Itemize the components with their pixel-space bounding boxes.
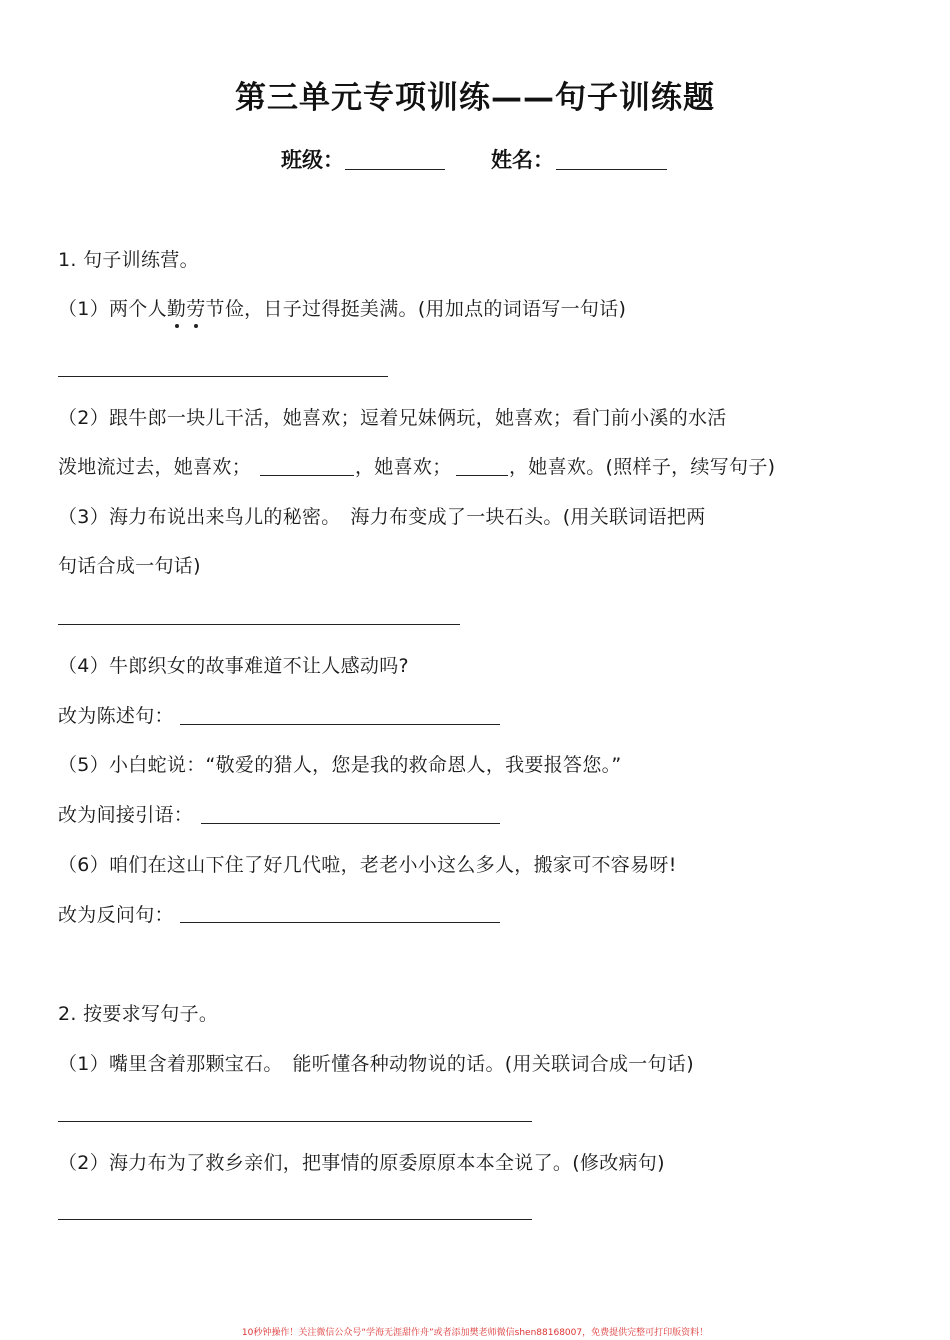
question-1-3-line1: （3）海力布说出来鸟儿的秘密。 海力布变成了一块石头。(用关联词语把两 [58, 506, 706, 528]
name-label: 姓名： [491, 148, 554, 172]
answer-label-1-6: 改为反问句： [58, 904, 174, 926]
answer-label-1-4: 改为陈述句： [58, 705, 174, 727]
class-field[interactable] [345, 169, 445, 170]
question-1-6: （6）咱们在这山下住了好几代啦，老老小小这么多人，搬家可不容易呀! [58, 854, 677, 876]
question-1-2-line2a: 泼地流过去，她喜欢； [58, 456, 252, 478]
name-field[interactable] [556, 169, 667, 170]
emphasized-char-2: 劳 [186, 294, 205, 321]
question-1-1-after: 节俭，日子过得挺美满。(用加点的词语写一句话) [205, 298, 627, 320]
question-1-2-line2b: ，她喜欢； [355, 456, 452, 478]
answer-line-1-5[interactable] [201, 823, 500, 824]
footer-note: 10秒钟操作！关注微信公众号“学海无涯甜作舟”或者添加樊老师微信shen88168007，免费提供完整可打印版资料！ [241, 1328, 709, 1338]
question-2-2: （2）海力布为了救乡亲们，把事情的原委原原本本全说了。(修改病句) [58, 1152, 665, 1174]
fill-blank-1[interactable] [260, 475, 354, 476]
question-1-2-line2c: ，她喜欢。(照样子，续写句子) [509, 456, 776, 478]
page-title: 第三单元专项训练——句子训练题 [235, 80, 715, 116]
section-2-heading: 2. 按要求写句子。 [58, 1003, 219, 1025]
question-1-1 [58, 294, 626, 321]
class-label: 班级： [281, 148, 344, 172]
answer-line-2-1[interactable] [58, 1121, 532, 1122]
answer-label-1-5: 改为间接引语： [58, 804, 194, 826]
answer-line-2-2[interactable] [58, 1219, 532, 1220]
answer-line-1-6[interactable] [180, 922, 500, 923]
answer-line-1-1[interactable] [58, 376, 388, 377]
question-1-5: （5）小白蛇说：“敬爱的猎人，您是我的救命恩人，我要报答您。” [58, 754, 622, 776]
question-1-1-before: （1）两个人 [58, 298, 167, 320]
answer-line-1-4[interactable] [180, 724, 500, 725]
question-1-2-line1: （2）跟牛郎一块儿干活，她喜欢；逗着兄妹俩玩，她喜欢；看门前小溪的水活 [58, 407, 727, 429]
question-1-4: （4）牛郎织女的故事难道不让人感动吗? [58, 655, 409, 677]
answer-line-1-3[interactable] [58, 624, 460, 625]
emphasized-char-1: 勤 [167, 294, 186, 321]
section-1-heading: 1. 句子训练营。 [58, 249, 199, 271]
fill-blank-2[interactable] [456, 475, 508, 476]
question-1-3-line2: 句话合成一句话) [58, 555, 201, 577]
question-2-1: （1）嘴里含着那颗宝石。 能听懂各种动物说的话。(用关联词合成一句话) [58, 1053, 694, 1075]
